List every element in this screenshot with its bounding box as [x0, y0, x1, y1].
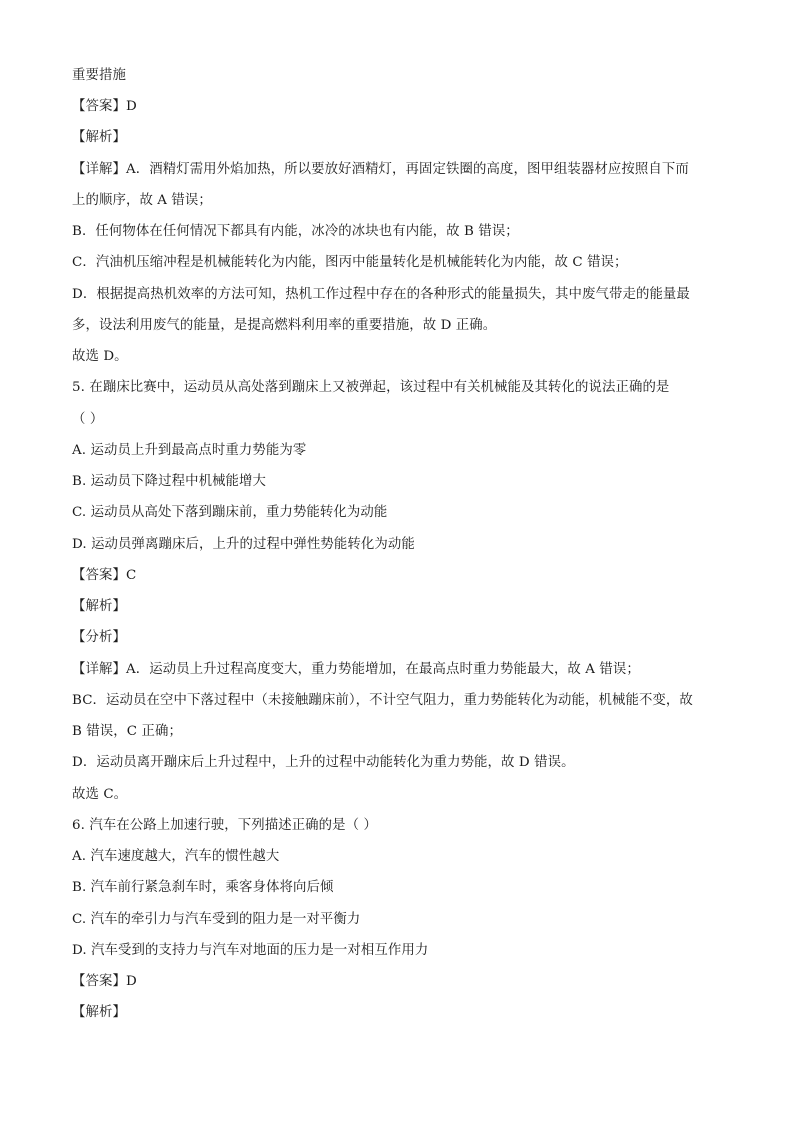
option-a: A. 运动员上升到最高点时重力势能为零 — [72, 443, 307, 458]
text-line: B．任何物体在任何情况下都具有内能，冰冷的冰块也有内能，故 B 错误； — [72, 224, 519, 239]
text-line: 故选 D。 — [72, 349, 128, 364]
option-d: D. 汽车受到的支持力与汽车对地面的压力是一对相互作用力 — [72, 943, 429, 958]
text-line: BC．运动员在空中下落过程中（未接触蹦床前），不计空气阻力，重力势能转化为动能，机械能不变，故 — [72, 693, 693, 708]
option-a: A. 汽车速度越大，汽车的惯性越大 — [72, 849, 280, 864]
question-5: 5. 在蹦床比赛中，运动员从高处落到蹦床上又被弹起，该过程中有关机械能及其转化的说法正确的是 — [72, 380, 670, 395]
option-d: D. 运动员弹离蹦床后，上升的过程中弹性势能转化为动能 — [72, 537, 415, 552]
answer-line: 【答案】D — [72, 974, 137, 989]
text-line: 【详解】A．运动员上升过程高度变大，重力势能增加，在最高点时重力势能最大，故 A 错误； — [72, 662, 640, 677]
option-c: C. 运动员从高处下落到蹦床前，重力势能转化为动能 — [72, 505, 388, 520]
analysis-heading: 【解析】 — [72, 130, 126, 145]
text-line: 【详解】A．酒精灯需用外焰加热，所以要放好酒精灯，再固定铁圈的高度，图甲组装器材应按照自下而 — [72, 162, 689, 177]
answer-line: 【答案】D — [72, 99, 137, 114]
analysis-heading: 【解析】 — [72, 599, 126, 614]
answer-line: 【答案】C — [72, 568, 137, 583]
option-b: B. 运动员下降过程中机械能增大 — [72, 474, 267, 489]
text-line: D．根据提高热机效率的方法可知，热机工作过程中存在的各种形式的能量损失，其中废气带走的能量最 — [72, 287, 690, 302]
text-line: 上的顺序，故 A 错误； — [72, 193, 212, 208]
text-line: C．汽油机压缩冲程是机械能转化为内能，图丙中能量转化是机械能转化为内能，故 C 错误； — [72, 255, 628, 270]
analysis-heading: 【分析】 — [72, 630, 126, 645]
text-line: D．运动员离开蹦床后上升过程中，上升的过程中动能转化为重力势能，故 D 错误。 — [72, 755, 575, 770]
question-blank: （ ） — [72, 412, 104, 427]
analysis-heading: 【解析】 — [72, 1005, 126, 1020]
text-line: 故选 C。 — [72, 787, 128, 802]
text-line: 多，设法利用废气的能量，是提高燃料利用率的重要措施，故 D 正确。 — [72, 318, 497, 333]
option-b: B. 汽车前行紧急刹车时，乘客身体将向后倾 — [72, 880, 334, 895]
question-6: 6. 汽车在公路上加速行驶，下列描述正确的是（ ） — [72, 818, 377, 833]
option-c: C. 汽车的牵引力与汽车受到的阻力是一对平衡力 — [72, 912, 361, 927]
text-line: B 错误，C 正确； — [72, 724, 182, 739]
text-line: 重要措施 — [72, 68, 126, 83]
